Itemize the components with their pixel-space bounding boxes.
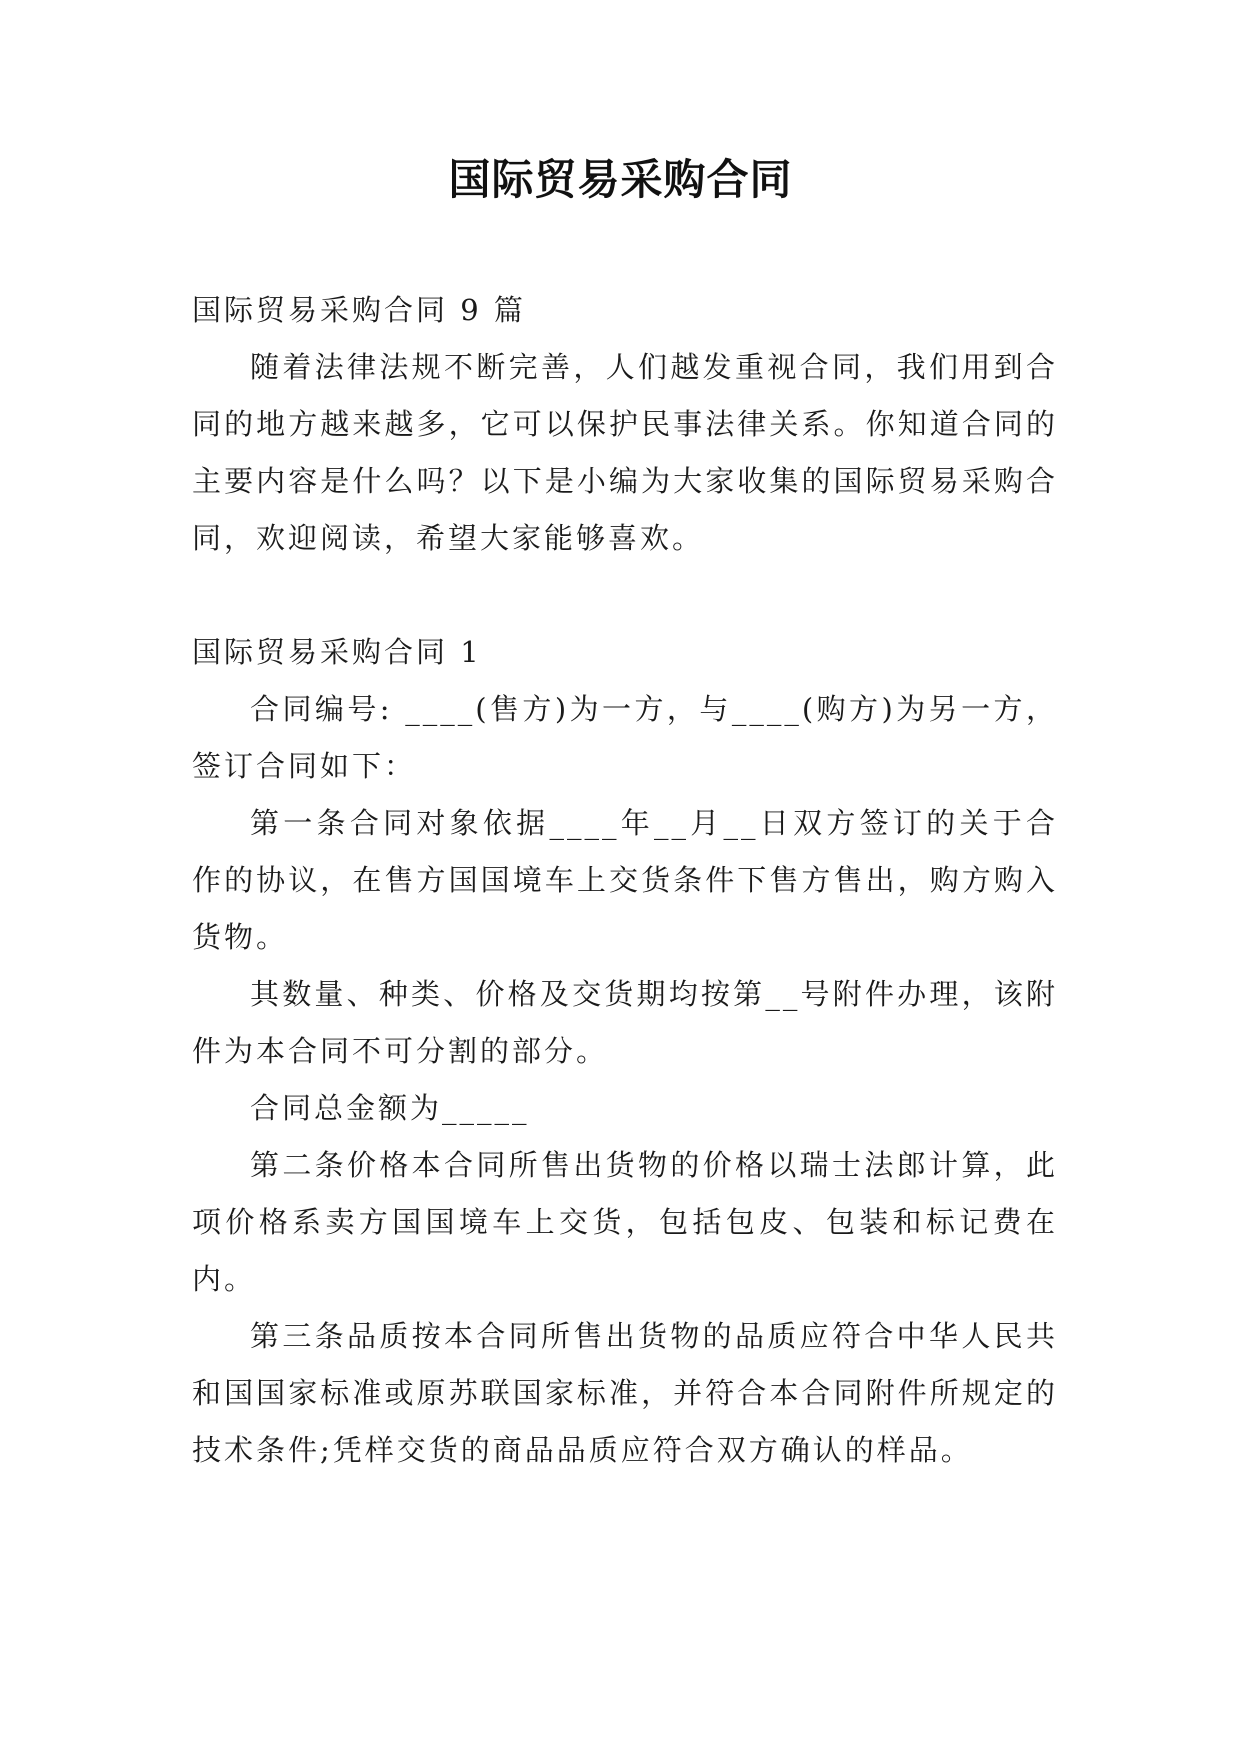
intro-paragraph: 随着法律法规不断完善，人们越发重视合同，我们用到合同的地方越来越多，它可以保护民事法律关系。你知道合同的主要内容是什么吗？以下是小编为大家收集的国际贸易采购合同，欢迎阅读，希望大家能够喜欢。 [192,350,1058,555]
document-body [192,282,1058,1479]
contract-number-paragraph: 合同编号: ____(售方)为一方，与____(购方)为另一方，签订合同如下： [192,692,1058,783]
article-2-paragraph: 第二条价格本合同所售出货物的价格以瑞士法郎计算，此项价格系卖方国国境车上交货，包括包皮、包装和标记费在内。 [192,1148,1058,1296]
quantity-paragraph: 其数量、种类、价格及交货期均按第__号附件办理，该附件为本合同不可分割的部分。 [192,977,1058,1068]
document-title: 国际贸易采购合同 [448,155,793,204]
section-heading: 国际贸易采购合同 1 [192,635,482,669]
article-3-paragraph: 第三条品质按本合同所售出货物的品质应符合中华人民共和国国家标准或原苏联国家标准，并符合本合同附件所规定的技术条件;凭样交货的商品品质应符合双方确认的样品。 [192,1319,1058,1467]
article-1-paragraph: 第一条合同对象依据____年__月__日双方签订的关于合作的协议，在售方国国境车上交货条件下售方售出，购方购入货物。 [192,806,1058,954]
total-amount-paragraph: 合同总金额为_____ [250,1091,530,1125]
subtitle-paragraph: 国际贸易采购合同 9 篇 [192,293,526,327]
